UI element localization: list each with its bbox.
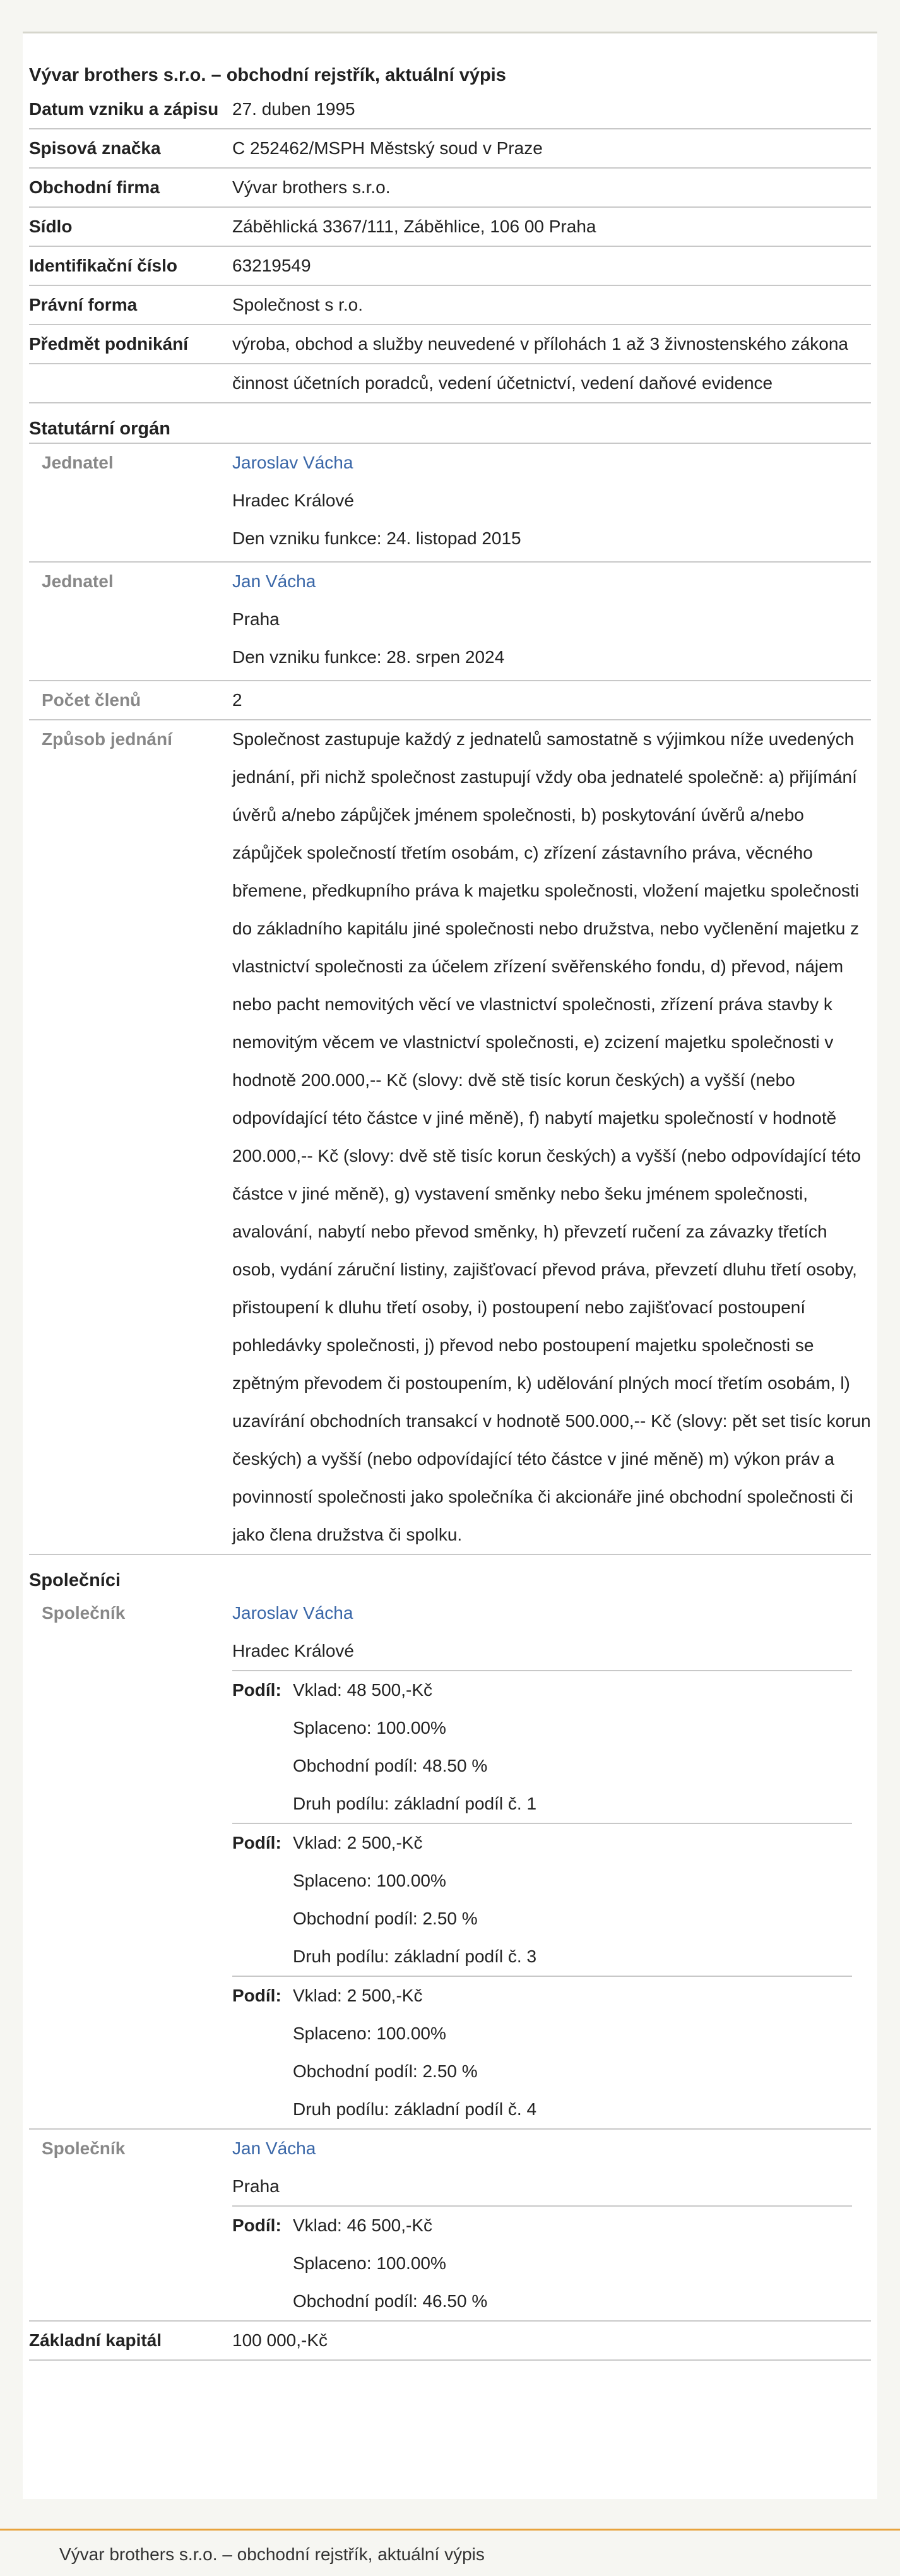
share-line: Vklad: 48 500,-Kč [293, 1680, 433, 1700]
partner-details [232, 1594, 871, 2128]
share-line: Splaceno: 100.00% [293, 1718, 446, 1738]
share-label: Podíl: [232, 1986, 281, 2005]
info-row [29, 286, 871, 325]
member-since: Den vzniku funkce: 28. srpen 2024 [232, 647, 505, 667]
register-extract [23, 33, 877, 2499]
info-row [29, 169, 871, 208]
member-name-link[interactable]: Jaroslav Vácha [232, 453, 353, 472]
share-line: Druh podílu: základní podíl č. 1 [293, 1794, 537, 1813]
statutory-member-row [29, 444, 871, 563]
share-lines [293, 1824, 852, 1976]
partner-name-link[interactable]: Jaroslav Vácha [232, 1603, 353, 1623]
info-label: Datum vzniku a zápisu [29, 99, 219, 119]
info-value-line: 27. duben 1995 [232, 99, 355, 119]
info-label: Právní forma [29, 295, 138, 314]
share-line: Splaceno: 100.00% [293, 1871, 446, 1890]
info-value-line: výroba, obchod a služby neuvedené v přílohách 1 až 3 živnostenského zákona [232, 334, 848, 354]
info-value-line: Společnost s r.o. [232, 295, 364, 314]
share-block [232, 2205, 852, 2320]
info-label: Obchodní firma [29, 177, 160, 197]
basic-info-table [29, 90, 871, 403]
statutory-member-row [29, 563, 871, 681]
footer-title: Vývar brothers s.r.o. – obchodní rejstřík, aktuální výpis [59, 2544, 485, 2564]
share-label: Podíl: [232, 1680, 281, 1700]
info-value [232, 208, 871, 246]
share-line: Obchodní podíl: 46.50 % [293, 2291, 488, 2311]
info-label: Sídlo [29, 217, 73, 236]
share-line: Obchodní podíl: 48.50 % [293, 1756, 488, 1775]
partner-name-link[interactable]: Jan Vácha [232, 2138, 316, 2158]
info-label: Identifikační číslo [29, 256, 177, 275]
share-block [232, 1670, 852, 1823]
share-line: Vklad: 46 500,-Kč [293, 2215, 433, 2235]
info-label: Spisová značka [29, 138, 161, 158]
info-value-line: C 252462/MSPH Městský soud v Praze [232, 138, 543, 158]
info-row [29, 129, 871, 169]
share-line: Druh podílu: základní podíl č. 4 [293, 2099, 537, 2119]
capital-value: 100 000,-Kč [232, 2330, 328, 2350]
capital-label: Základní kapitál [29, 2330, 162, 2350]
member-city: Hradec Králové [232, 491, 354, 510]
share-lines [293, 1671, 852, 1823]
member-details [232, 444, 871, 561]
share-line: Splaceno: 100.00% [293, 2253, 446, 2273]
partner-role: Společník [42, 2138, 126, 2158]
share-lines [293, 2207, 852, 2320]
info-row [29, 208, 871, 247]
acting-method-row [29, 720, 871, 1555]
partner-city: Hradec Králové [232, 1641, 354, 1661]
member-count-row [29, 681, 871, 720]
share-block [232, 1976, 852, 2128]
member-since: Den vzniku funkce: 24. listopad 2015 [232, 528, 521, 548]
info-row [29, 325, 871, 364]
share-line: Vklad: 2 500,-Kč [293, 1833, 423, 1852]
member-count-label: Počet členů [42, 690, 141, 710]
share-line: Obchodní podíl: 2.50 % [293, 2061, 478, 2081]
member-role: Jednatel [42, 453, 114, 472]
share-line: Druh podílu: základní podíl č. 3 [293, 1947, 537, 1966]
share-line: Splaceno: 100.00% [293, 2024, 446, 2043]
partners-heading: Společníci [29, 1570, 121, 1590]
info-value [232, 247, 871, 285]
share-label: Podíl: [232, 2215, 281, 2235]
info-value [232, 325, 871, 363]
info-value-line: Vývar brothers s.r.o. [232, 177, 391, 197]
share-line: Obchodní podíl: 2.50 % [293, 1909, 478, 1928]
info-value-line: Záběhlická 3367/111, Záběhlice, 106 00 Praha [232, 217, 596, 236]
partner-city: Praha [232, 2176, 280, 2196]
member-role: Jednatel [42, 571, 114, 591]
info-value [232, 90, 871, 128]
partners-table [29, 1594, 871, 2322]
acting-method-text: Společnost zastupuje každý z jednatelů samostatně s výjimkou níže uvedených jednání, při nichž společnost zastupují vždy oba jednatelé společně: a) přijímání úvěrů a/nebo zápůjček jménem společnosti, b) poskytování úvěrů a/nebo zápůjček společností třetím osobám, c) zřízení zástavního práva, věcného břemene, předkupního práva k majetku společnosti, vložení majetku společnosti do základního kapitálu jiné společnosti nebo družstva, nebo vyčlenění majetku z vlastnictví společnosti za účelem zřízení svěřenského fondu, d) převod, nájem nebo pacht nemovitých věcí ve vlastnictví společnosti, zřízení práva stavby k nemovitým věcem ve vlastnictví společnosti, e) zcizení majetku společnosti v hodnotě 200.000,-- Kč (slovy: dvě stě tisíc korun českých) a vyšší (nebo odpovídající této částce v jiné měně), f) nabytí majetku společností v hodnotě 200.000,-- Kč (slovy: dvě stě tisíc korun českých) a vyšší (nebo odpovídající této částce v jiné měně), g) vystavení směnky nebo šeku jménem společnosti, avalování, nabytí nebo převod směnky, h) převzetí ručení za závazky třetích osob, vydání záruční listiny, zajišťovací převod práva, převzetí dluhu třetí osoby, přistoupení k dluhu třetí osoby, i) postoupení nebo zajišťovací postoupení pohledávky společnosti, j) převod nebo postoupení majetku společnosti se zpětným převodem či postoupením, k) udělování plných mocí třetím osobám, l) uzavírání obchodních transakcí v hodnotě 500.000,-- Kč (slovy: pět set tisíc korun českých) a vyšší (nebo odpovídající této částce v jiné měně) m) výkon práv a povinností společnosti jako společníka či akcionáře jiné obchodní společnosti či jako člena družstva či spolku. [232, 729, 871, 1544]
info-value [232, 286, 871, 324]
partner-row [29, 1594, 871, 2130]
member-details [232, 563, 871, 680]
info-label [29, 364, 232, 402]
member-name-link[interactable]: Jan Vácha [232, 571, 316, 591]
statutory-heading: Statutární orgán [29, 419, 170, 439]
member-count-value: 2 [232, 690, 242, 710]
acting-method-label: Způsob jednání [42, 729, 172, 749]
capital-row [29, 2322, 871, 2361]
share-lines [293, 1977, 852, 2128]
info-value-line: činnost účetních poradců, vedení účetnictví, vedení daňové evidence [232, 373, 773, 393]
share-label: Podíl: [232, 1833, 281, 1852]
info-row [29, 247, 871, 286]
share-block [232, 1823, 852, 1976]
info-value-line: 63219549 [232, 256, 311, 275]
partner-details [232, 2130, 871, 2320]
partner-row [29, 2130, 871, 2322]
member-city: Praha [232, 609, 280, 629]
statutory-table [29, 443, 871, 681]
info-value [232, 364, 871, 402]
info-row [29, 364, 871, 403]
info-value [232, 129, 871, 167]
info-label: Předmět podnikání [29, 334, 189, 354]
footer-rule [0, 2529, 900, 2531]
share-line: Vklad: 2 500,-Kč [293, 1986, 423, 2005]
info-row [29, 90, 871, 129]
info-value [232, 169, 871, 206]
document-title: Vývar brothers s.r.o. – obchodní rejstřík, aktuální výpis [29, 65, 506, 85]
partner-role: Společník [42, 1603, 126, 1623]
